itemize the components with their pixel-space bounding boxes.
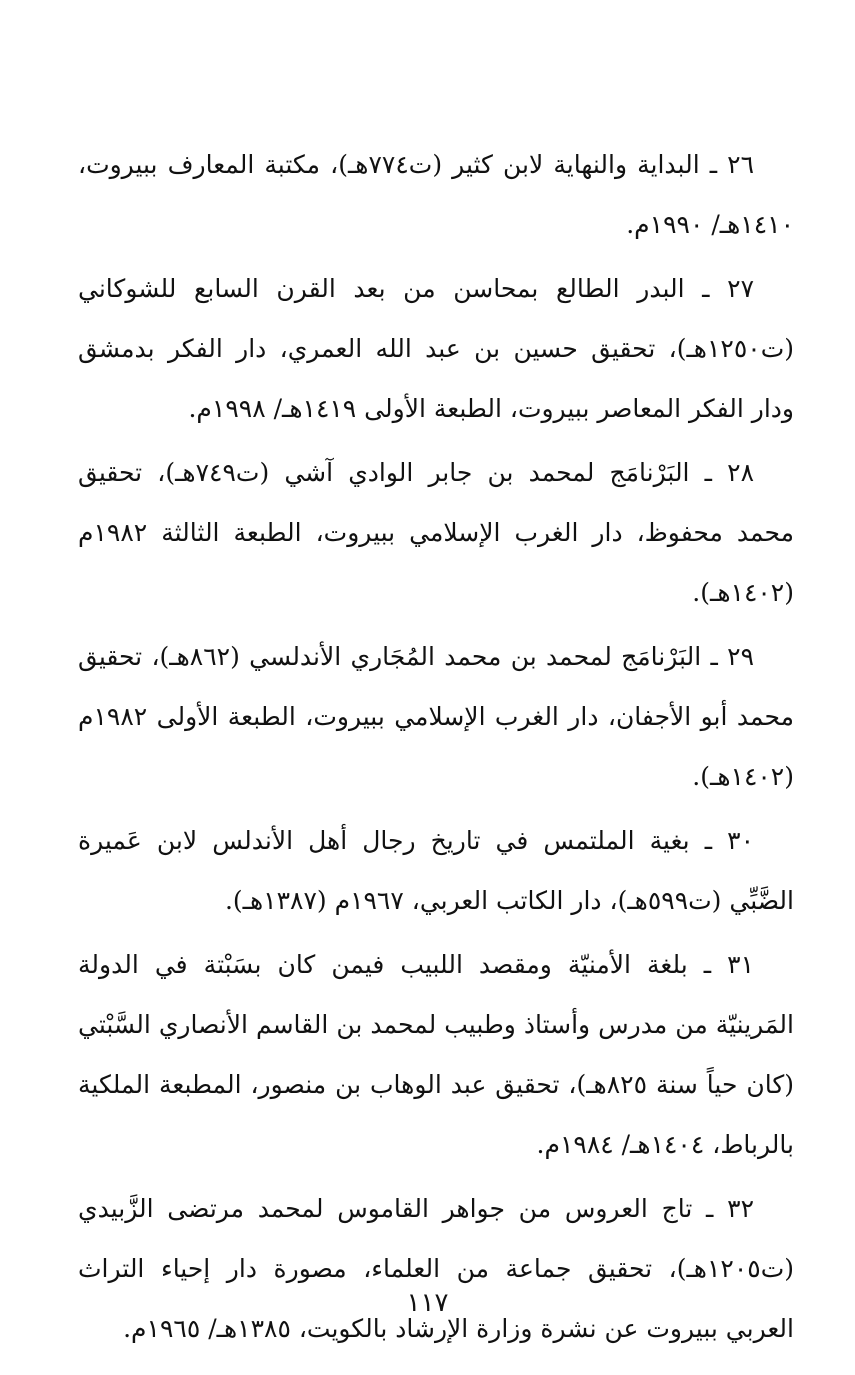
entry-separator: ـ bbox=[684, 274, 728, 303]
entry-text: تاج العروس من جواهر القاموس لمحمد مرتضى الزَّبيدي (ت١٢٠٥هـ)، تحقيق جماعة من العلماء، مصورة دار إحياء التراث العربي ببيروت عن نشرة وزارة الإرشاد بالكويت، ١٣٨٥هـ/ ١٩٦٥م. bbox=[78, 1194, 794, 1343]
entry-number: ٣١ bbox=[727, 950, 755, 979]
bibliography-entry-29 bbox=[78, 627, 794, 807]
bibliography-entry-31 bbox=[78, 935, 794, 1175]
bibliography-entry-30 bbox=[78, 811, 794, 931]
entry-number: ٣٠ bbox=[727, 826, 754, 855]
entry-text: بغية الملتمس في تاريخ رجال أهل الأندلس لابن عَميرة الضَّبِّي (ت٥٩٩هـ)، دار الكاتب العربي، ١٩٦٧م (١٣٨٧هـ). bbox=[78, 826, 794, 915]
entry-separator: ـ bbox=[689, 458, 728, 487]
bibliography-entry-28 bbox=[78, 443, 794, 623]
bibliography-entry-32 bbox=[78, 1179, 794, 1359]
entry-text: البدر الطالع بمحاسن من بعد القرن السابع للشوكاني (ت١٢٥٠هـ)، تحقيق حسين بن عبد الله العمري، دار الفكر بدمشق ودار الفكر المعاصر ببيروت، الطبعة الأولى ١٤١٩هـ/ ١٩٩٨م. bbox=[78, 274, 794, 423]
entry-separator: ـ bbox=[699, 150, 728, 179]
entry-number: ٣٢ bbox=[727, 1194, 754, 1223]
entry-separator: ـ bbox=[687, 950, 728, 979]
entry-text: بلغة الأمنيّة ومقصد اللبيب فيمن كان بسَبْتة في الدولة المَرينيّة من مدرس وأستاذ وطبيب لمحمد بن القاسم الأنصاري السَّبْتي (كان حياً سنة ٨٢٥هـ)، تحقيق عبد الوهاب بن منصور، المطبعة الملكية بالرباط، ١٤٠٤هـ/ ١٩٨٤م. bbox=[78, 950, 794, 1159]
entry-number: ٢٧ bbox=[727, 274, 754, 303]
entry-text: البَرْنامَج لمحمد بن محمد المُجَاري الأندلسي (٨٦٢هـ)، تحقيق محمد أبو الأجفان، دار الغرب الإسلامي ببيروت، الطبعة الأولى ١٩٨٢م (١٤٠٢هـ). bbox=[78, 642, 794, 791]
entry-separator: ـ bbox=[701, 642, 728, 671]
entry-separator: ـ bbox=[692, 1194, 728, 1223]
entry-number: ٢٩ bbox=[727, 642, 754, 671]
bibliography-entry-27 bbox=[78, 259, 794, 439]
bibliography-entry-26 bbox=[78, 135, 794, 255]
entry-number: ٢٦ bbox=[727, 150, 755, 179]
entry-text: البداية والنهاية لابن كثير (ت٧٧٤هـ)، مكتبة المعارف ببيروت، ١٤١٠هـ/ ١٩٩٠م. bbox=[78, 150, 794, 239]
entry-number: ٢٨ bbox=[727, 458, 754, 487]
entry-text: البَرْنامَج لمحمد بن جابر الوادي آشي (ت٧٤٩هـ)، تحقيق محمد محفوظ، دار الغرب الإسلامي ببيروت، الطبعة الثالثة ١٩٨٢م (١٤٠٢هـ). bbox=[78, 458, 794, 607]
bibliography-list bbox=[78, 135, 794, 1363]
page-number: ١١٧ bbox=[406, 1288, 449, 1318]
entry-separator: ـ bbox=[689, 826, 728, 855]
